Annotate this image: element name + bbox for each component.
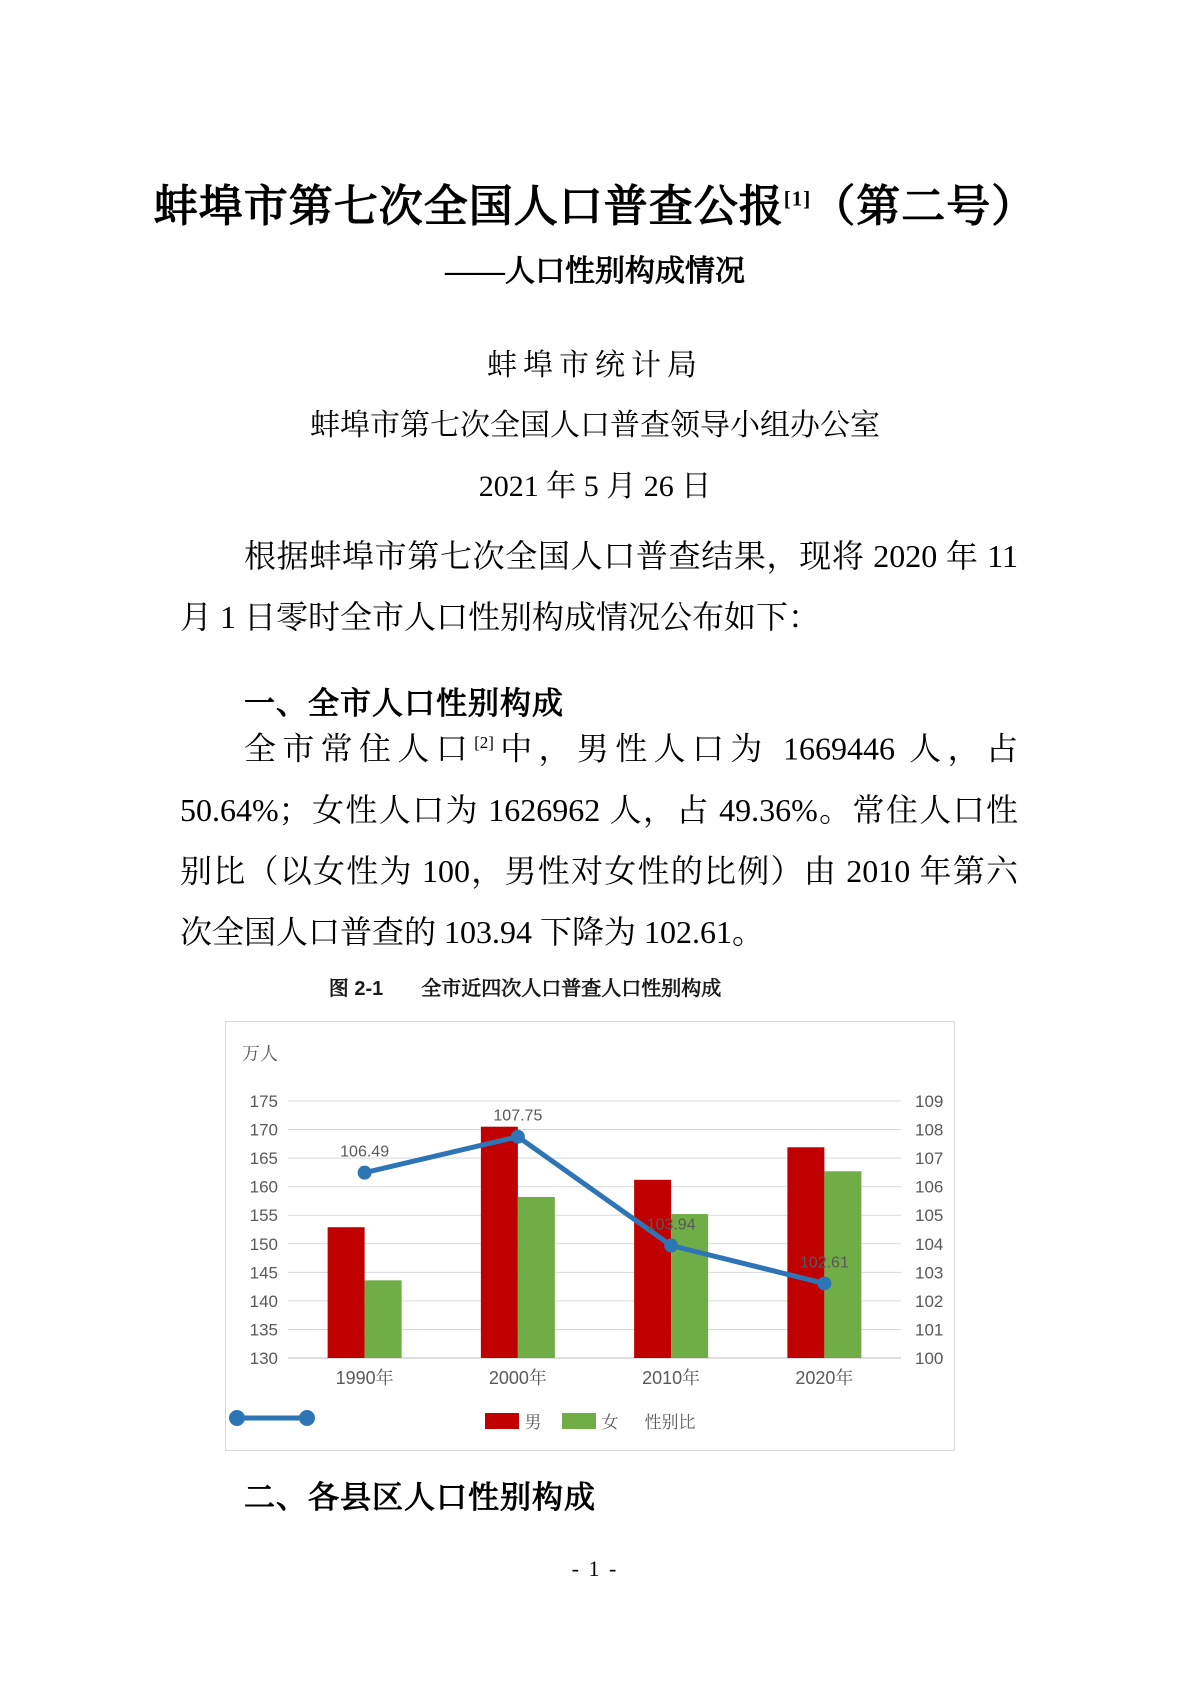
publish-date: 2021 年 5 月 26 日 <box>478 470 712 503</box>
male-series-swatch <box>485 1413 519 1429</box>
svg-text:2000年: 2000年 <box>488 1368 547 1388</box>
figure-caption <box>225 972 825 1001</box>
svg-text:1990年: 1990年 <box>335 1368 394 1388</box>
document-subtitle: ——人口性别构成情况 <box>445 255 745 288</box>
svg-text:102.61: 102.61 <box>799 1254 849 1272</box>
issuing-org-2: 蚌埠市第七次全国人口普查领导小组办公室 <box>310 409 880 442</box>
svg-text:130: 130 <box>249 1349 278 1368</box>
document-title-tail: （第二号） <box>811 182 1037 231</box>
female-series-swatch <box>562 1413 596 1429</box>
svg-text:140: 140 <box>249 1291 278 1311</box>
svg-text:100: 100 <box>915 1349 944 1368</box>
svg-text:107: 107 <box>915 1149 944 1169</box>
svg-text:106.49: 106.49 <box>340 1143 390 1161</box>
legend-label-male: 男 <box>524 1413 542 1432</box>
svg-text:109: 109 <box>915 1092 944 1111</box>
chart-canvas <box>226 1022 954 1450</box>
page-number: - 1 - <box>571 1556 619 1581</box>
document-title-main: 蚌埠市第七次全国人口普查公报 <box>153 182 784 231</box>
legend-item-male <box>485 1408 542 1433</box>
svg-text:150: 150 <box>249 1234 278 1254</box>
chart-legend <box>226 1408 954 1433</box>
svg-text:106: 106 <box>915 1177 944 1197</box>
figure-title: 全市近四次人口普查人口性别构成 <box>421 978 722 1000</box>
population-gender-chart <box>225 1021 955 1451</box>
legend-label-ratio: 性别比 <box>644 1413 696 1432</box>
svg-text:108: 108 <box>915 1120 944 1140</box>
svg-text:145: 145 <box>249 1263 278 1283</box>
figure-number: 图 2-1 <box>328 978 384 1000</box>
intro-paragraph: 根据蚌埠市第七次全国人口普查结果，现将 2020 年 11 月 1 日零时全市人口性别构成情况公布如下： <box>180 538 1018 635</box>
legend-item-female <box>562 1408 619 1433</box>
body-paragraph-rest: 中，男性人口为 1669446 人，占 50.64%；女性人口为 1626962 人，占 49.36%。常住人口性别比（以女性为 100，男性对女性的比例）由 2010 年第六次全国人口普查的 103.94 下降为 102.61。 <box>180 730 1018 950</box>
svg-text:175: 175 <box>249 1092 278 1111</box>
svg-text:2020年: 2020年 <box>795 1368 854 1388</box>
title-footnote-marker: [1] <box>783 186 812 211</box>
svg-text:160: 160 <box>249 1177 278 1197</box>
svg-text:2010年: 2010年 <box>642 1368 701 1388</box>
svg-text:万人: 万人 <box>242 1044 278 1064</box>
legend-label-female: 女 <box>601 1413 619 1432</box>
svg-text:102: 102 <box>915 1291 944 1311</box>
body-footnote-marker: [2] <box>474 733 494 752</box>
legend-item-ratio <box>639 1408 696 1433</box>
svg-text:105: 105 <box>915 1206 944 1226</box>
svg-text:104: 104 <box>915 1234 944 1254</box>
svg-text:103.94: 103.94 <box>646 1216 696 1234</box>
body-paragraph <box>180 712 1018 963</box>
body-paragraph-prefix: 全市常住人口 <box>244 730 475 767</box>
svg-text:135: 135 <box>249 1320 278 1340</box>
svg-text:103: 103 <box>915 1263 944 1283</box>
svg-text:165: 165 <box>249 1149 278 1169</box>
svg-text:101: 101 <box>915 1320 944 1340</box>
section-heading-1: 一、全市人口性别构成 <box>244 686 564 721</box>
document-title <box>0 170 1190 234</box>
svg-text:170: 170 <box>249 1120 278 1140</box>
section-heading-2: 二、各县区人口性别构成 <box>244 1480 596 1515</box>
svg-text:155: 155 <box>249 1206 278 1226</box>
issuing-org-1: 蚌埠市统计局 <box>487 349 703 382</box>
svg-text:107.75: 107.75 <box>493 1107 543 1125</box>
